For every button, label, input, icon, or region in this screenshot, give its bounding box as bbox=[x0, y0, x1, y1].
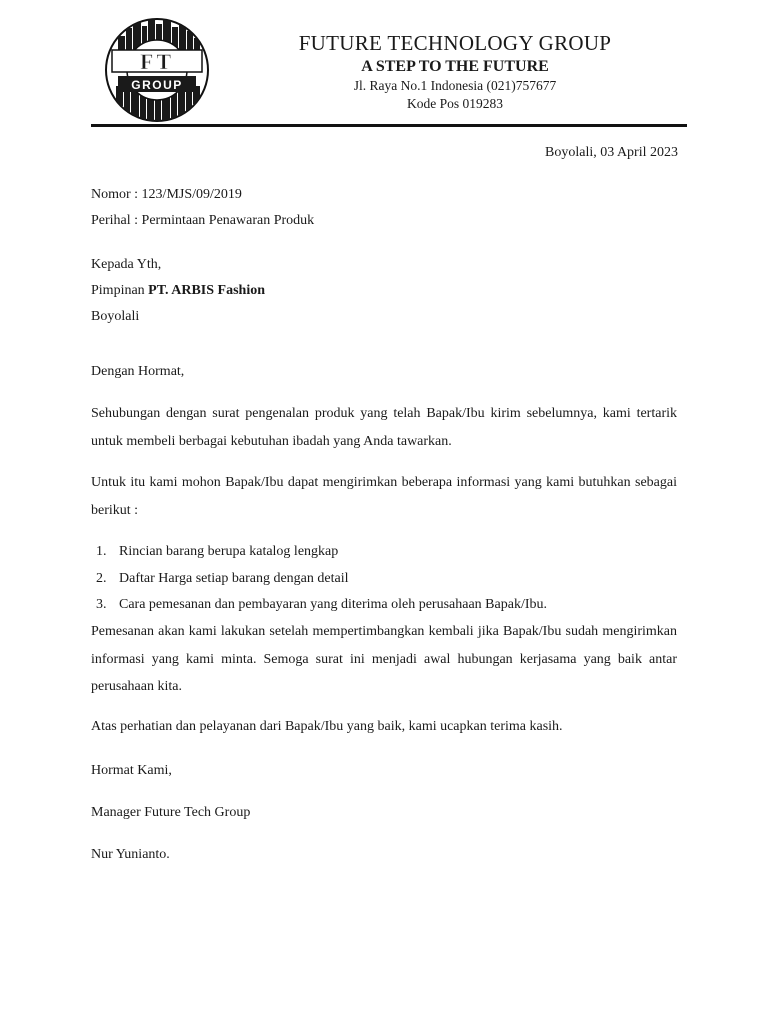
recipient-prefix: Pimpinan bbox=[91, 283, 149, 298]
list-number: 2. bbox=[96, 570, 107, 586]
letter-number: Nomor : 123/MJS/09/2019 bbox=[91, 187, 242, 202]
list-text: Cara pemesanan dan pembayaran yang diterima oleh perusahaan Bapak/Ibu. bbox=[119, 597, 547, 612]
company-slogan: A STEP TO THE FUTURE bbox=[361, 58, 549, 75]
signer-name bbox=[91, 842, 677, 868]
paragraph-4-text: Atas perhatian dan pelayanan dari Bapak/Ibu yang baik, kami ucapkan terima kasih. bbox=[91, 719, 563, 734]
recipient-block bbox=[91, 252, 677, 330]
list-number: 1. bbox=[96, 544, 107, 559]
letter-date: Boyolali, 03 April 2023 bbox=[545, 145, 678, 160]
letterhead-divider bbox=[91, 124, 687, 127]
request-list bbox=[91, 539, 677, 619]
list-item bbox=[91, 592, 677, 619]
letterhead bbox=[222, 30, 688, 113]
logo-text-top: FT bbox=[139, 49, 175, 74]
ft-group-logo bbox=[104, 16, 210, 124]
signer-position bbox=[91, 800, 677, 826]
letter-meta bbox=[91, 182, 677, 234]
company-address: Jl. Raya No.1 Indonesia (021)757677 bbox=[353, 78, 557, 93]
list-number: 3. bbox=[96, 597, 107, 612]
recipient-company: PT. ARBIS Fashion bbox=[148, 283, 266, 298]
signer-name-text: Nur Yunianto. bbox=[91, 847, 170, 862]
closing-regards-text: Hormat Kami, bbox=[91, 763, 172, 778]
list-item bbox=[91, 566, 677, 593]
recipient-greeting: Kepada Yth, bbox=[91, 257, 162, 272]
list-item bbox=[91, 539, 677, 566]
recipient-city: Boyolali bbox=[91, 309, 140, 324]
paragraph-3: Pemesanan akan kami lakukan setelah mempertimbangkan kembali jika Bapak/Ibu sudah mengirimkan informasi yang kami minta. Semoga surat ini menjadi awal hubungan kerjasama yang baik antar perusahaan kita. bbox=[91, 624, 677, 694]
company-name: FUTURE TECHNOLOGY GROUP bbox=[298, 31, 612, 55]
logo-text-bottom: GROUP bbox=[131, 78, 183, 92]
list-text: Rincian barang berupa katalog lengkap bbox=[119, 544, 339, 559]
paragraph-2: Untuk itu kami mohon Bapak/Ibu dapat mengirimkan beberapa informasi yang kami butuhkan sebagai berikut : bbox=[91, 475, 677, 518]
recipient-title bbox=[91, 278, 677, 304]
signer-position-text: Manager Future Tech Group bbox=[91, 805, 251, 820]
letter-subject: Perihal : Permintaan Penawaran Produk bbox=[91, 213, 315, 228]
closing-regards bbox=[91, 758, 677, 784]
paragraph-1: Sehubungan dengan surat pengenalan produk yang telah Bapak/Ibu kirim sebelumnya, kami tertarik untuk membeli berbagai kebutuhan ibadah yang Anda tawarkan. bbox=[91, 406, 677, 449]
list-text: Daftar Harga setiap barang dengan detail bbox=[119, 570, 349, 586]
paragraph-4 bbox=[91, 714, 677, 740]
salutation-text: Dengan Hormat, bbox=[91, 364, 185, 379]
company-postal-code: Kode Pos 019283 bbox=[406, 96, 503, 111]
salutation bbox=[91, 359, 677, 385]
